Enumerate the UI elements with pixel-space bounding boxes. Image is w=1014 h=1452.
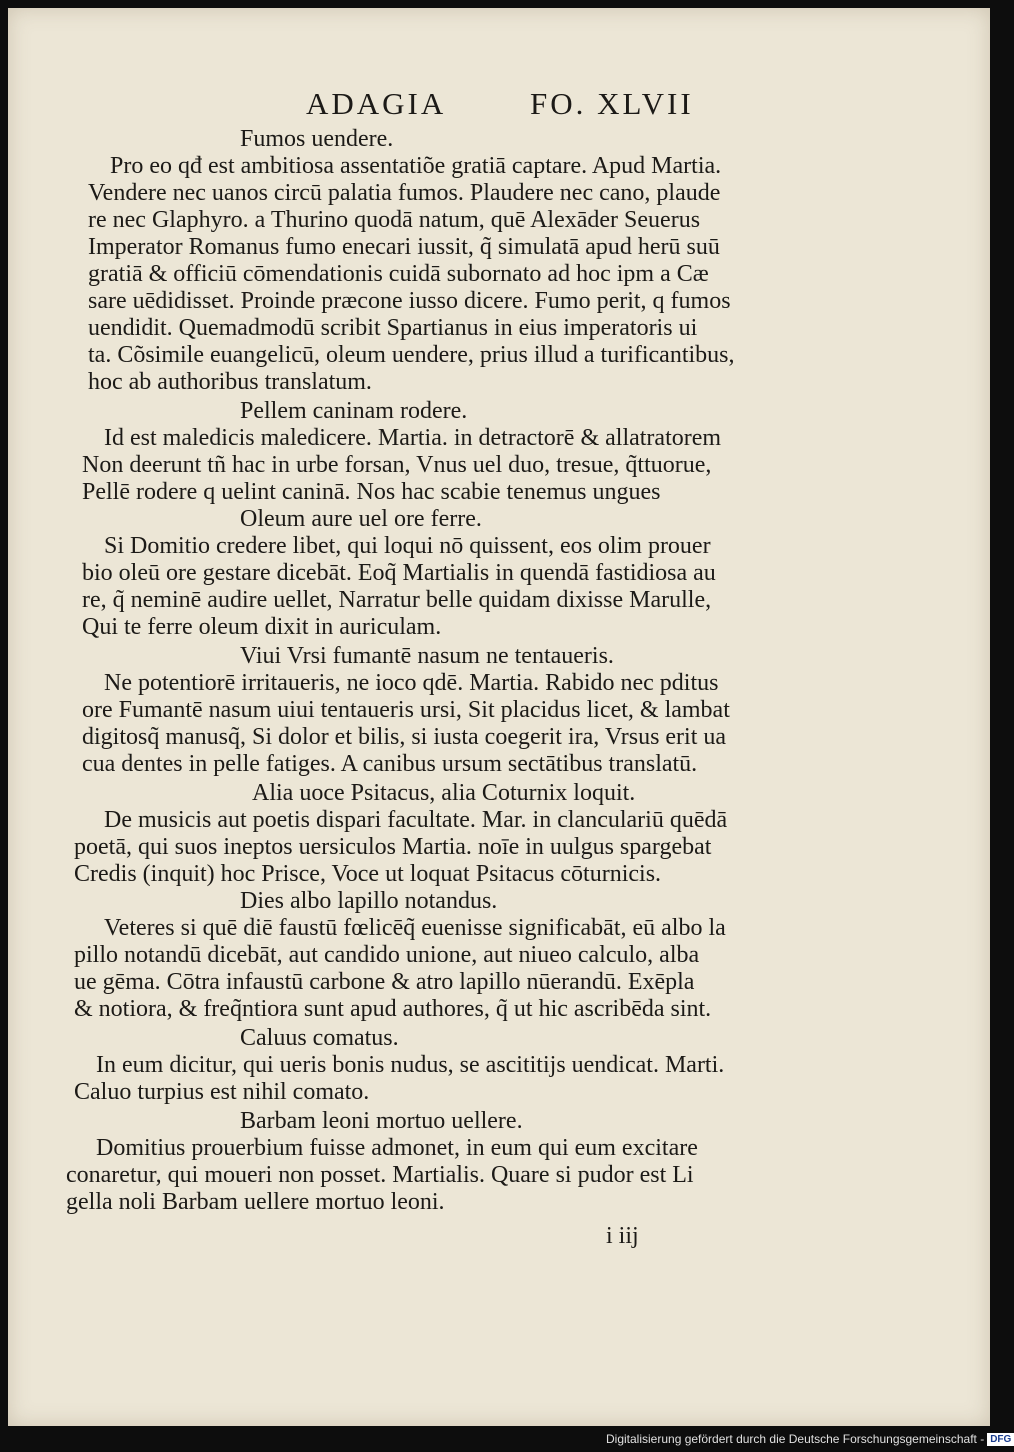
text-line: In eum dicitur, qui ueris bonis nudus, se ascititijs uendicat. Marti. (96, 1052, 725, 1078)
text-line: bio oleū ore gestare dicebāt. Eoq̃ Martialis in quendā fastidiosa au (82, 560, 716, 586)
text-line: conaretur, qui moueri non posset. Martialis. Quare si pudor est Li (66, 1162, 694, 1188)
text-line: digitosq̃ manusq̃, Si dolor et bilis, si iusta coegerit ira, Vrsus erit ua (82, 724, 727, 750)
text-line: Id est maledicis maledicere. Martia. in detractorē & allatratorem (104, 425, 722, 451)
text-line: gella noli Barbam uellere mortuo leoni. (66, 1189, 445, 1215)
text-line: Vendere nec uanos circū palatia fumos. Plaudere nec cano, plaude (88, 180, 721, 206)
heading-pellem-caninam: Pellem caninam rodere. (240, 398, 468, 424)
text-line: Non deerunt tñ hac in urbe forsan, Vnus uel duo, tresue, q̃ttuorue, (82, 452, 712, 478)
text-line: Veteres si quē diē faustū fœlicēq̃ euenisse significabāt, eū albo la (104, 915, 726, 941)
text-line: De musicis aut poetis dispari facultate. Mar. in clanculariū quēdā (104, 807, 728, 833)
text-line: Imperator Romanus fumo enecari iussit, q̃ simulatā apud herū suū (88, 234, 720, 260)
text-line: Si Domitio credere libet, qui loqui nō quissent, eos olim prouer (104, 533, 711, 559)
text-line: sare uēdidisset. Proinde præcone iusso dicere. Fumo perit, q fumos (88, 288, 731, 314)
text-line: cua dentes in pelle fatiges. A canibus ursum sectātibus translatū. (82, 751, 698, 777)
heading-barbam-leoni: Barbam leoni mortuo uellere. (240, 1108, 523, 1134)
text-line: Domitius prouerbium fuisse admonet, in eum qui eum excitare (96, 1135, 698, 1161)
running-title: ADAGIA (306, 86, 447, 121)
dfg-logo: DFG (987, 1433, 1014, 1446)
text-line: gratiā & officiū cōmendationis cuidā subornato ad hoc ipm a Cæ (88, 261, 709, 287)
heading-dies-albo: Dies albo lapillo notandus. (240, 888, 498, 914)
text-line: re nec Glaphyro. a Thurino quodā natum, quē Alexāder Seuerus (88, 207, 701, 233)
text-line: Caluo turpius est nihil comato. (74, 1079, 370, 1105)
text-line: ue gēma. Cōtra infaustū carbone & atro lapillo nūerandū. Exēpla (74, 969, 695, 995)
text-line: ore Fumantē nasum uiui tentaueris ursi, Sit placidus licet, & lambat (82, 697, 730, 723)
text-line: Ne potentiorē irritaueris, ne ioco qdē. Martia. Rabido nec pditus (104, 670, 719, 696)
heading-viui-vrsi: Viui Vrsi fumantē nasum ne tentaueris. (240, 643, 614, 669)
folio-number: FO. XLVII (530, 86, 694, 121)
heading-caluus-comatus: Caluus comatus. (240, 1025, 399, 1051)
text-line: ta. Cõsimile euangelicū, oleum uendere, prius illud a turificantibus, (88, 342, 735, 368)
text-line: hoc ab authoribus translatum. (88, 369, 372, 395)
text-line: pillo notandū dicebāt, aut candido unione, aut niueo calculo, alba (74, 942, 700, 968)
text-line: & notiora, & freq̃ntiora sunt apud authores, q̃ ut hic ascribēda sint. (74, 996, 712, 1022)
digitization-credit (606, 1430, 1014, 1448)
text-line: Pellē rodere q uelint caninā. Nos hac scabie tenemus ungues (82, 479, 661, 505)
heading-alia-uoce: Alia uoce Psitacus, alia Coturnix loquit. (252, 780, 636, 806)
credit-text: Digitalisierung gefördert durch die Deutsche Forschungsgemeinschaft - (606, 1432, 985, 1446)
text-line: Pro eo qđ est ambitiosa assentatiõe gratiā captare. Apud Martia. (110, 153, 722, 179)
text-line: Credis (inquit) hoc Prisce, Voce ut loquat Psitacus cōturnicis. (74, 861, 662, 887)
heading-fumos-uendere: Fumos uendere. (240, 126, 394, 152)
book-page (8, 8, 990, 1426)
signature-mark: i iij (606, 1223, 639, 1249)
text-line: Qui te ferre oleum dixit in auriculam. (82, 614, 442, 640)
text-line: poetā, qui suos ineptos uersiculos Martia. noīe in uulgus spargebat (74, 834, 712, 860)
text-line: re, q̃ neminē audire uellet, Narratur belle quidam dixisse Marulle, (82, 587, 712, 613)
text-line: uendidit. Quemadmodū scribit Spartianus in eius imperatoris ui (88, 315, 698, 341)
heading-oleum-aure: Oleum aure uel ore ferre. (240, 506, 482, 532)
